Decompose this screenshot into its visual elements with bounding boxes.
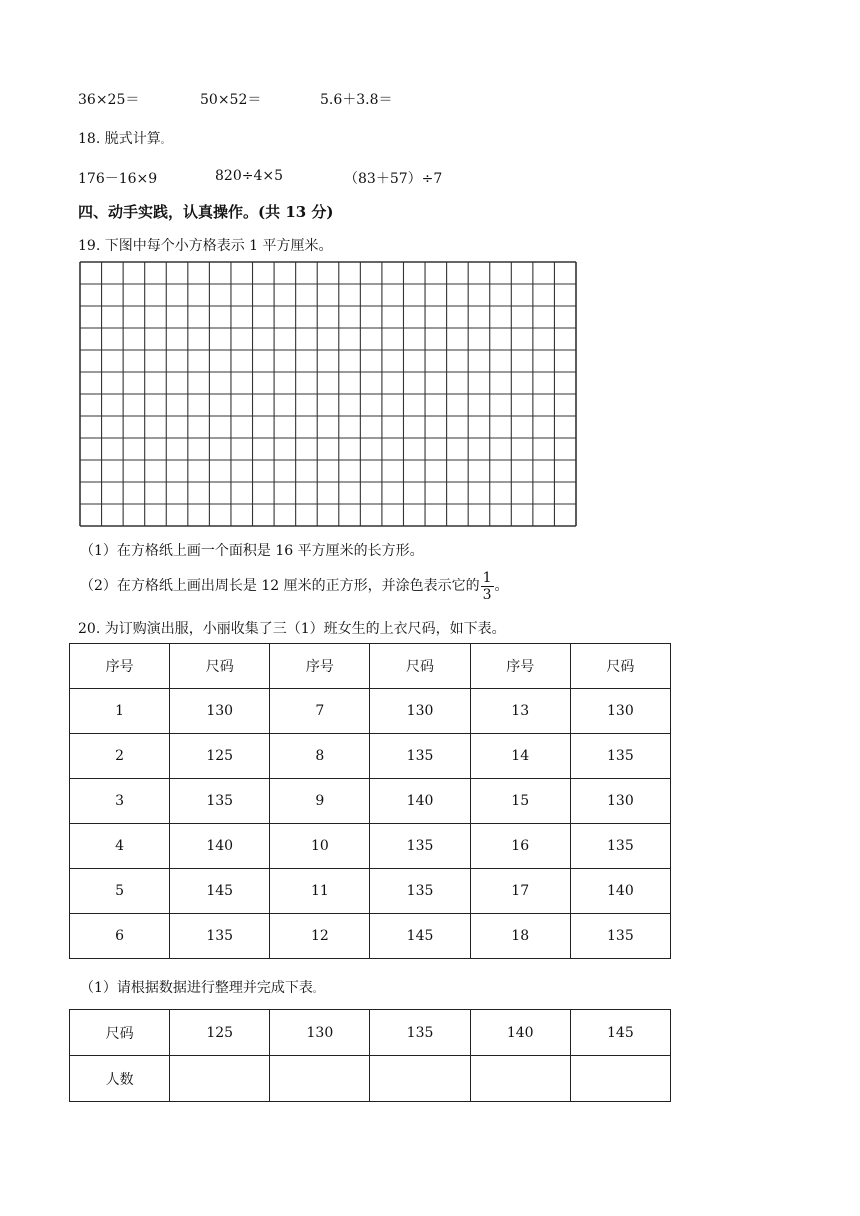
table-cell: 140 (470, 1010, 570, 1056)
table-cell: 135 (370, 824, 470, 869)
table-cell: 140 (170, 824, 270, 869)
table-row (70, 779, 671, 824)
q20-sub1-text: （1）请根据数据进行整理并完成下表 (80, 980, 313, 996)
table-cell: 125 (170, 1010, 270, 1056)
table-cell: 130 (570, 779, 670, 824)
q19-sub1: （1）在方格纸上画一个面积是 16 平方厘米的长方形。 (80, 543, 424, 559)
table-cell: 11 (270, 869, 370, 914)
table-cell: 140 (370, 779, 470, 824)
table-cell: 6 (70, 914, 170, 959)
table-cell: 130 (170, 689, 270, 734)
q18-mark: 。 (160, 136, 170, 146)
count-row-label: 人数 (70, 1056, 170, 1102)
table-cell: 10 (270, 824, 370, 869)
count-input-cell[interactable] (170, 1056, 270, 1102)
table-cell: 135 (170, 779, 270, 824)
table-cell: 12 (270, 914, 370, 959)
table-cell: 序号 (270, 644, 370, 689)
q18-item-2: 820÷4×5 (215, 168, 283, 184)
fraction-one-third (481, 570, 494, 603)
table-cell: 145 (570, 1010, 670, 1056)
q19-sub2-suffix: 。 (494, 578, 509, 594)
table-cell: 7 (270, 689, 370, 734)
table-row (70, 869, 671, 914)
table-row (70, 734, 671, 779)
table-row (70, 914, 671, 959)
table-cell: 5 (70, 869, 170, 914)
summary-header-row (70, 1010, 671, 1056)
table-cell: 13 (470, 689, 570, 734)
table-row (70, 689, 671, 734)
table-row (70, 824, 671, 869)
table-cell: 135 (370, 869, 470, 914)
table-cell: 1 (70, 689, 170, 734)
count-input-cell[interactable] (370, 1056, 470, 1102)
table-cell: 130 (370, 689, 470, 734)
table-cell: 4 (70, 824, 170, 869)
calc-item-2: 50×52＝ (200, 92, 262, 108)
fraction-numerator: 1 (482, 569, 492, 586)
table-cell: 135 (570, 734, 670, 779)
table-cell: 135 (370, 1010, 470, 1056)
table-cell: 17 (470, 869, 570, 914)
table-cell: 125 (170, 734, 270, 779)
q18-label-text: 18. 脱式计算 (78, 131, 161, 147)
table-cell: 140 (570, 869, 670, 914)
table-cell: 9 (270, 779, 370, 824)
q20-label: 20. 为订购演出服，小丽收集了三（1）班女生的上衣尺码，如下表。 (78, 621, 506, 637)
summary-count-row (70, 1056, 671, 1102)
calc-item-3: 5.6＋3.8＝ (320, 92, 393, 108)
count-input-cell[interactable] (270, 1056, 370, 1102)
table-cell: 尺码 (170, 644, 270, 689)
count-input-cell[interactable] (570, 1056, 670, 1102)
q18-item-3: （83＋57）÷7 (344, 171, 443, 187)
table-cell: 3 (70, 779, 170, 824)
calc-item-1: 36×25＝ (78, 92, 140, 108)
size-summary-table (69, 1009, 671, 1102)
size-data-table (69, 643, 671, 959)
q18-item-1: 176－16×9 (78, 171, 158, 187)
q19-sub2 (80, 568, 509, 604)
section4-title: 四、动手实践，认真操作。(共 13 分) (78, 203, 334, 221)
table-cell: 8 (270, 734, 370, 779)
table-header-row (70, 644, 671, 689)
table-cell: 130 (570, 689, 670, 734)
table-cell: 135 (570, 914, 670, 959)
table-cell: 16 (470, 824, 570, 869)
table-cell: 序号 (470, 644, 570, 689)
table-cell: 135 (370, 734, 470, 779)
table-cell: 2 (70, 734, 170, 779)
table-cell: 尺码 (570, 644, 670, 689)
table-cell: 145 (370, 914, 470, 959)
table-cell: 135 (170, 914, 270, 959)
table-cell: 序号 (70, 644, 170, 689)
table-cell: 135 (570, 824, 670, 869)
table-cell: 145 (170, 869, 270, 914)
q19-sub2-text: （2）在方格纸上画出周长是 12 厘米的正方形，并涂色表示它的 (80, 578, 480, 594)
table-cell: 尺码 (70, 1010, 170, 1056)
count-input-cell[interactable] (470, 1056, 570, 1102)
q19-label: 19. 下图中每个小方格表示 1 平方厘米。 (78, 238, 333, 254)
grid-paper (78, 261, 578, 527)
table-cell: 15 (470, 779, 570, 824)
fraction-denominator: 3 (482, 586, 492, 603)
table-cell: 130 (270, 1010, 370, 1056)
q20-sub1 (80, 977, 322, 997)
table-cell: 18 (470, 914, 570, 959)
table-cell: 尺码 (370, 644, 470, 689)
q20-sub1-mark: 。 (312, 985, 322, 995)
q18-label (78, 128, 170, 148)
table-cell: 14 (470, 734, 570, 779)
